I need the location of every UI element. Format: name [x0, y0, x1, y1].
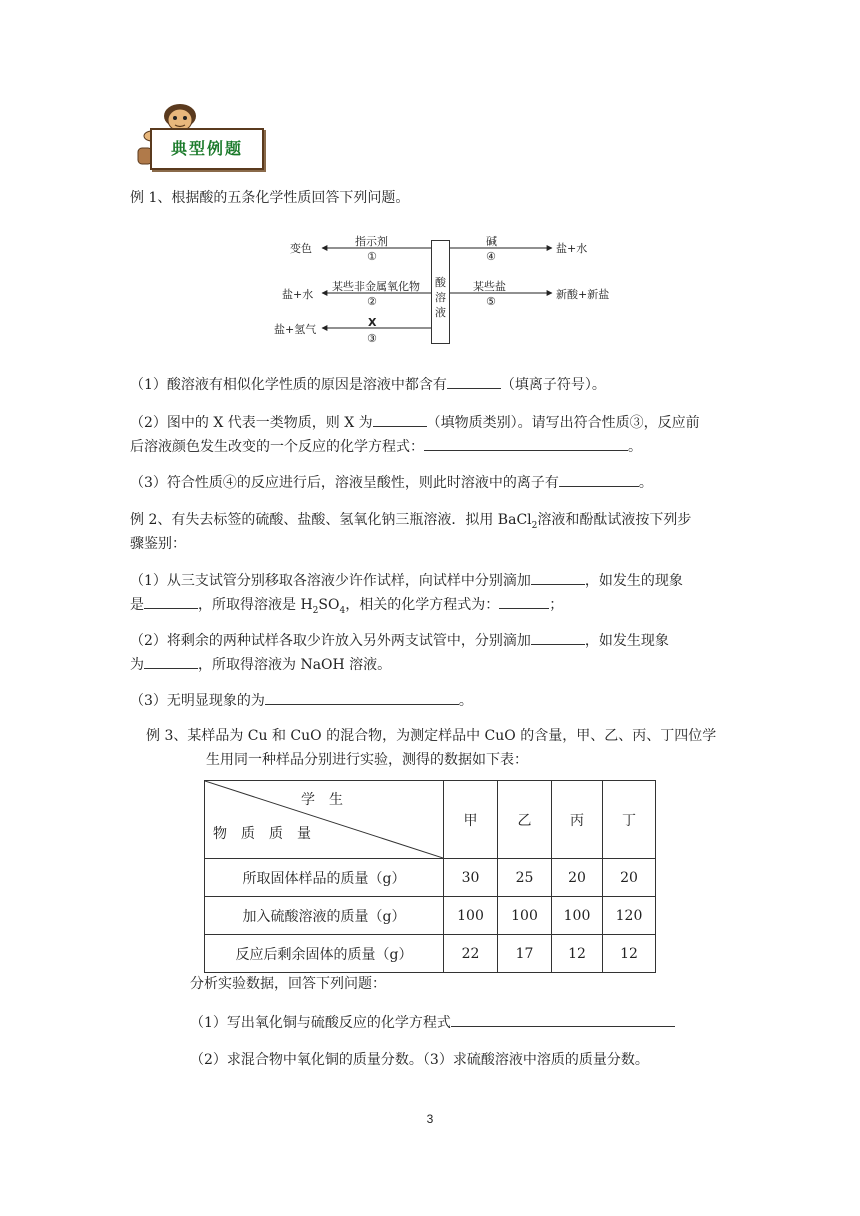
ex2-q1b-blank-2[interactable] [499, 594, 549, 609]
ex3-analysis-prompt: 分析实验数据，回答下列问题： [190, 976, 386, 992]
ex2-q2a-text: （2）将剩余的两种试样各取少许放入另外两支试管中，分别滴加 [130, 633, 531, 649]
right-num-2: ⑤ [486, 295, 496, 308]
ex2-question-2a [130, 630, 669, 651]
left-result-1: 变色 [290, 242, 312, 255]
left-reagent-2: 某些非金属氧化物 [332, 280, 420, 293]
example-1-title: 例 1、根据酸的五条化学性质回答下列问题。 [130, 190, 410, 206]
ex2-q1b-text: 是 [130, 597, 144, 613]
ex2-q1a-text: （1）从三支试管分别移取各溶液少许作试样，向试样中分别滴加 [130, 573, 531, 589]
example-3-title: 例 3、某样品为 Cu 和 CuO 的混合物，为测定样品中 CuO 的含量，甲、乙、丙、丁四位学 [146, 728, 717, 744]
student-header: 乙 [498, 781, 552, 859]
table-cell: 25 [498, 859, 552, 897]
experiment-data-table [204, 780, 656, 973]
right-result-1: 盐+水 [556, 242, 588, 255]
typical-examples-banner [130, 98, 270, 170]
ex3-q1-blank[interactable] [451, 1012, 675, 1027]
ex2-title-b: 溶液和酚酞试液按下列步 [537, 512, 692, 528]
table-row [205, 897, 656, 935]
ex3-questions-2-3: （2）求混合物中氧化铜的质量分数。（3）求硫酸溶液中溶质的质量分数。 [190, 1052, 649, 1068]
row-label: 反应后剩余固体的质量（g） [205, 935, 444, 973]
ex1-question-3 [130, 472, 653, 493]
ex2-q2a-blank[interactable] [531, 630, 585, 645]
banner-label: 典型例题 [170, 139, 243, 158]
ex2-q3-text: （3）无明显现象的为 [130, 693, 265, 709]
student-header: 甲 [444, 781, 498, 859]
center-char-1: 酸 [435, 276, 446, 289]
left-num-1: ① [367, 250, 377, 263]
ex1-q2b-tail: 。 [628, 439, 642, 455]
ex2-question-1b [130, 594, 563, 621]
ex2-q1b-mid2: SO [318, 597, 340, 613]
ex1-q2b-blank[interactable] [424, 436, 628, 451]
ex1-q3-text: （3）符合性质④的反应进行后，溶液呈酸性，则此时溶液中的离子有 [130, 475, 559, 491]
table-cell: 12 [603, 935, 656, 973]
ex2-q2a-tail: ，如发生现象 [584, 633, 669, 649]
corner-top-label: 学 生 [301, 792, 343, 808]
example-2-title-cont: 骤鉴别： [130, 536, 186, 552]
student-header: 丙 [552, 781, 603, 859]
ex1-q3-blank[interactable] [559, 472, 639, 487]
ex1-q2a-text: （2）图中的 X 代表一类物质，则 X 为 [130, 415, 373, 431]
ex2-title-a: 例 2、有失去标签的硫酸、盐酸、氢氧化钠三瓶溶液．拟用 BaCl [130, 512, 532, 528]
right-reagent-1: 碱 [486, 235, 497, 248]
table-cell: 120 [603, 897, 656, 935]
ex1-question-2a [130, 412, 700, 433]
row-label: 加入硫酸溶液的质量（g） [205, 897, 444, 935]
left-reagent-1: 指示剂 [355, 235, 388, 248]
ex2-q1b-sub1: 2 [312, 605, 319, 616]
ex3-question-1 [190, 1012, 675, 1033]
ex1-q1-blank[interactable] [447, 374, 501, 389]
table-cell: 30 [444, 859, 498, 897]
table-cell: 100 [552, 897, 603, 935]
table-cell: 100 [444, 897, 498, 935]
center-char-3: 液 [435, 306, 446, 319]
table-row [205, 859, 656, 897]
right-result-2: 新酸+新盐 [556, 288, 610, 301]
table-cell: 12 [552, 935, 603, 973]
ex1-q2a-tail: （填物质类别）。请写出符合性质③，反应前 [426, 415, 700, 431]
ex2-title-sub: 2 [531, 520, 538, 531]
ex2-q2b-text: 为 [130, 657, 144, 673]
banner-frame [150, 128, 264, 170]
table-cell: 22 [444, 935, 498, 973]
right-reagent-2: 某些盐 [473, 280, 506, 293]
ex2-q1b-blank-1[interactable] [144, 594, 198, 609]
row-label: 所取固体样品的质量（g） [205, 859, 444, 897]
ex2-q1b-mid: ，所取得溶液是 H [198, 597, 313, 613]
left-reagent-3: X [368, 316, 377, 329]
ex1-question-1 [130, 374, 606, 395]
table-cell: 100 [498, 897, 552, 935]
ex2-question-2b [130, 654, 391, 675]
acid-solution-box [431, 240, 450, 344]
ex2-q1b-tail: ； [549, 597, 564, 613]
table-cell: 17 [498, 935, 552, 973]
ex1-q1-text: （1）酸溶液有相似化学性质的原因是溶液中都含有 [130, 377, 447, 393]
ex2-q3-blank[interactable] [265, 690, 459, 705]
corner-bottom-label: 物 质 质 量 [213, 826, 311, 842]
table-header-row [205, 781, 656, 859]
ex1-q3-tail: 。 [638, 475, 653, 491]
page-number: 3 [426, 1112, 434, 1126]
table-cell: 20 [552, 859, 603, 897]
ex2-question-1a [130, 570, 683, 591]
acid-properties-diagram [270, 228, 620, 350]
table-cell: 20 [603, 859, 656, 897]
ex2-q1a-tail: ，如发生的现象 [584, 573, 683, 589]
left-result-2: 盐+水 [282, 288, 314, 301]
table-corner-cell [205, 781, 444, 859]
ex2-q2b-blank[interactable] [144, 654, 198, 669]
left-num-3: ③ [367, 332, 377, 345]
ex1-question-2b [130, 436, 642, 457]
ex2-q1a-blank[interactable] [531, 570, 585, 585]
ex2-q1b-sub2: 4 [339, 605, 346, 616]
ex2-q2b-tail: ，所取得溶液为 NaOH 溶液。 [198, 657, 392, 673]
student-header: 丁 [603, 781, 656, 859]
example-2-title [130, 510, 691, 536]
center-char-2: 溶 [435, 291, 446, 304]
ex2-q3-tail: 。 [458, 693, 473, 709]
ex1-q2b-text: 后溶液颜色发生改变的一个反应的化学方程式： [130, 439, 424, 455]
left-num-2: ② [367, 295, 377, 308]
right-num-1: ④ [486, 250, 496, 263]
example-3-title-cont: 生用同一种样品分别进行实验，测得的数据如下表： [206, 752, 528, 768]
ex1-q1-tail: （填离子符号）。 [500, 377, 606, 393]
ex2-q1b-mid3: ，相关的化学方程式为： [345, 597, 500, 613]
left-result-3: 盐+氢气 [274, 323, 317, 336]
ex1-q2a-blank[interactable] [373, 412, 427, 427]
ex3-q1-text: （1）写出氧化铜与硫酸反应的化学方程式 [190, 1015, 451, 1031]
ex2-question-3 [130, 690, 473, 711]
table-row [205, 935, 656, 973]
